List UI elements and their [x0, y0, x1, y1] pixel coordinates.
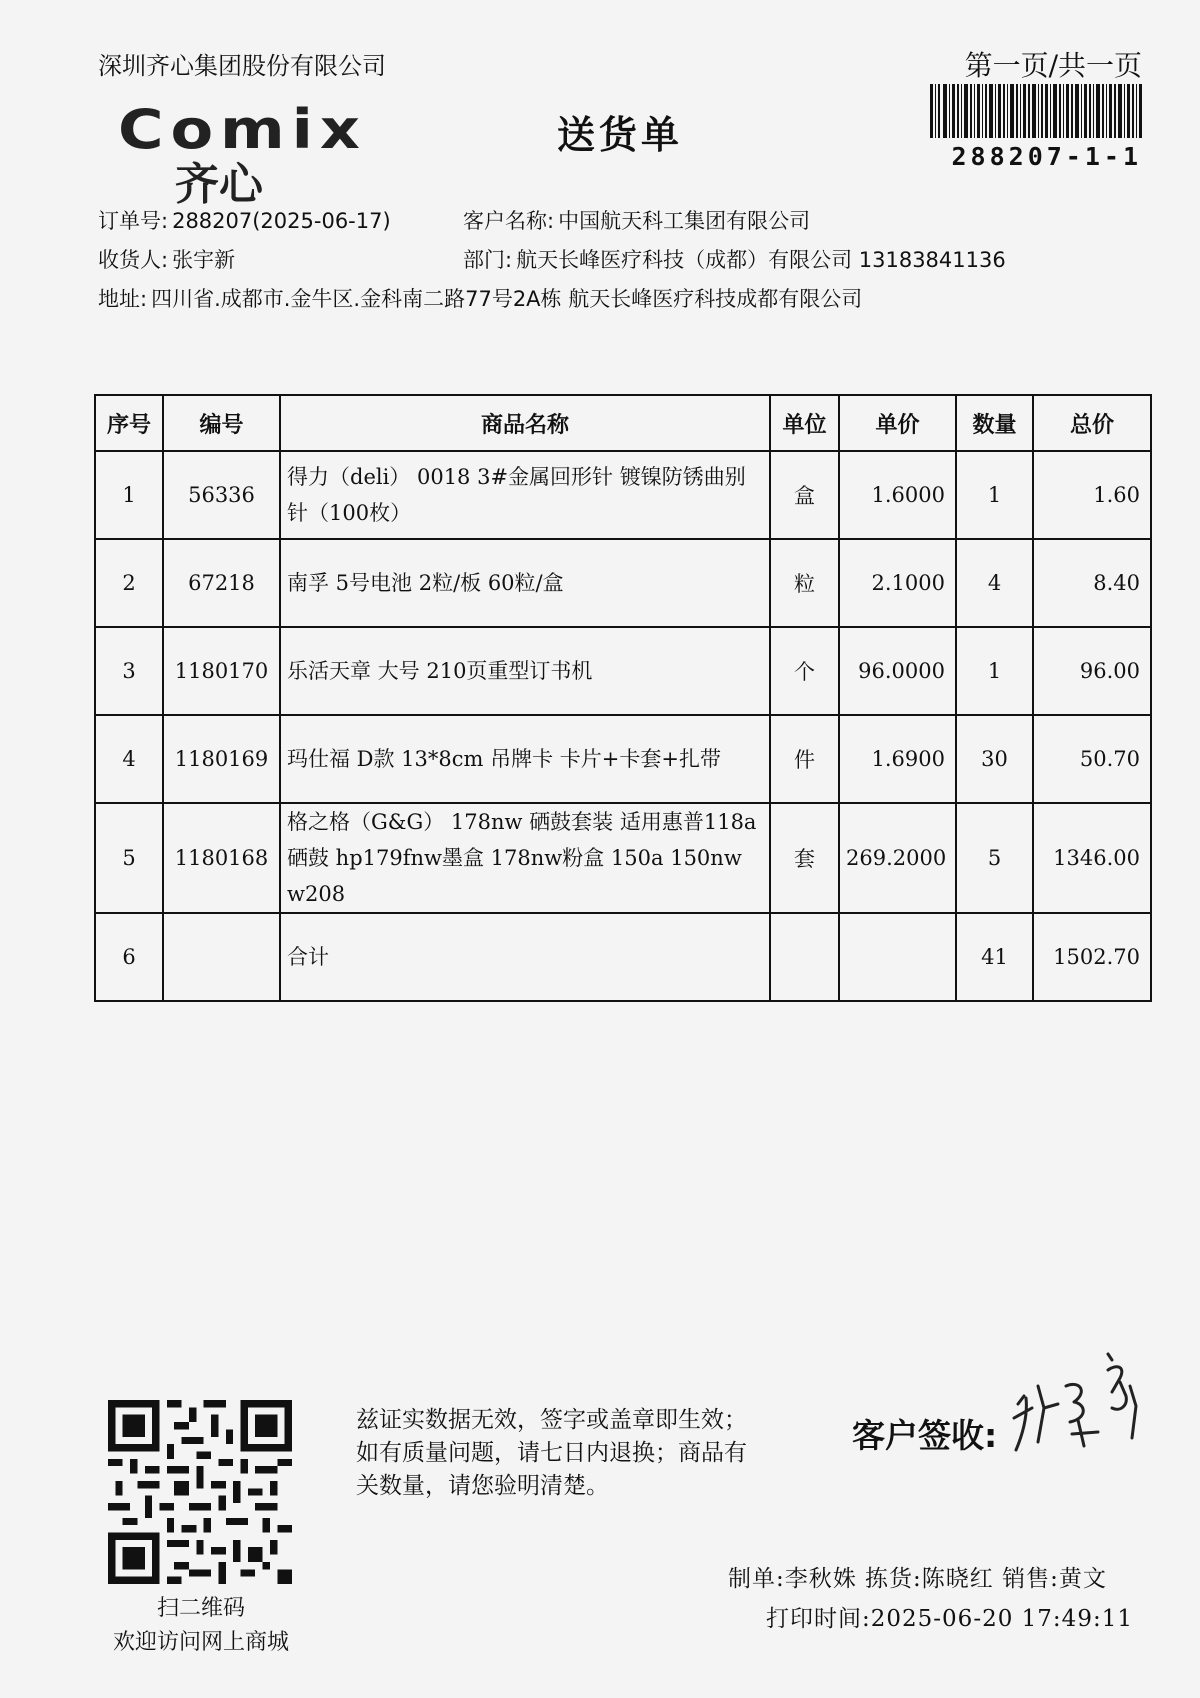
qr-code — [108, 1400, 292, 1584]
header-code: 编号 — [163, 395, 280, 451]
cell-code: 67218 — [163, 539, 280, 627]
cell-name: 得力（deli） 0018 3#金属回形针 镀镍防锈曲别针（100枚） — [280, 451, 770, 539]
table-row — [95, 627, 1151, 715]
customer-value: 中国航天科工集团有限公司 — [558, 209, 811, 233]
receiver — [98, 244, 235, 274]
header-total: 总价 — [1033, 395, 1151, 451]
qr-caption — [96, 1592, 306, 1660]
cell-total: 1346.00 — [1033, 803, 1151, 913]
header-qty: 数量 — [956, 395, 1033, 451]
cell-code: 1180169 — [163, 715, 280, 803]
cell-name: 格之格（G&G） 178nw 硒鼓套装 适用惠普118a硒鼓 hp179fnw墨盒 178nw粉盒 150a 150nw w208 — [280, 803, 770, 913]
cell-total: 8.40 — [1033, 539, 1151, 627]
cell-unit: 粒 — [770, 539, 839, 627]
order-number-value: 288207(2025-06-17) — [172, 209, 391, 233]
department — [463, 244, 1006, 274]
cell-seq: 6 — [95, 913, 163, 1001]
cell-seq: 2 — [95, 539, 163, 627]
cell-price: 1.6000 — [839, 451, 956, 539]
cell-qty: 4 — [956, 539, 1033, 627]
header-name: 商品名称 — [280, 395, 770, 451]
cell-seq: 3 — [95, 627, 163, 715]
handwritten-signature — [1008, 1346, 1158, 1466]
cell-name: 玛仕福 D款 13*8cm 吊牌卡 卡片+卡套+扎带 — [280, 715, 770, 803]
receiver-label: 收货人: — [98, 248, 169, 272]
cell-code — [163, 913, 280, 1001]
address — [98, 283, 862, 313]
customer-sign-label: 客户签收: — [852, 1416, 998, 1455]
cell-code: 56336 — [163, 451, 280, 539]
cell-price: 2.1000 — [839, 539, 956, 627]
cell-unit: 盒 — [770, 451, 839, 539]
cell-total: 50.70 — [1033, 715, 1151, 803]
customer-label: 客户名称: — [463, 209, 555, 233]
address-label: 地址: — [98, 287, 148, 311]
cell-unit: 个 — [770, 627, 839, 715]
logo-qixin: 齐心 — [175, 159, 263, 210]
cell-price — [839, 913, 956, 1001]
department-value: 航天长峰医疗科技（成都）有限公司 13183841136 — [516, 248, 1006, 272]
page-info: 第一页/共一页 — [964, 49, 1142, 82]
address-value: 四川省.成都市.金牛区.金科南二路77号2A栋 航天长峰医疗科技成都有限公司 — [151, 287, 863, 311]
staff-info: 制单:李秋姝 拣货:陈晓红 销售:黄文 — [728, 1566, 1107, 1592]
cell-name: 乐活天章 大号 210页重型订书机 — [280, 627, 770, 715]
cell-seq: 5 — [95, 803, 163, 913]
cell-price: 269.2000 — [839, 803, 956, 913]
cell-qty: 1 — [956, 627, 1033, 715]
document-title: 送货单 — [557, 113, 684, 157]
cell-total: 96.00 — [1033, 627, 1151, 715]
cell-qty: 1 — [956, 451, 1033, 539]
qr-caption-line-1: 扫二维码 — [156, 1596, 245, 1621]
header-seq: 序号 — [95, 395, 163, 451]
table-row — [95, 803, 1151, 913]
table-header-row — [95, 395, 1151, 451]
cell-unit: 套 — [770, 803, 839, 913]
cell-total: 1.60 — [1033, 451, 1151, 539]
cell-code: 1180168 — [163, 803, 280, 913]
cell-unit: 件 — [770, 715, 839, 803]
cell-qty: 41 — [956, 913, 1033, 1001]
company-name: 深圳齐心集团股份有限公司 — [98, 52, 386, 80]
cell-qty: 5 — [956, 803, 1033, 913]
logo-comix: Comix — [118, 98, 367, 161]
barcode — [930, 84, 1142, 138]
cell-name: 合计 — [280, 913, 770, 1001]
cell-seq: 1 — [95, 451, 163, 539]
cell-code: 1180170 — [163, 627, 280, 715]
items-table — [94, 394, 1152, 1002]
table-row — [95, 451, 1151, 539]
print-time: 打印时间:2025-06-20 17:49:11 — [766, 1606, 1133, 1632]
cell-name: 南孚 5号电池 2粒/板 60粒/盒 — [280, 539, 770, 627]
cell-seq: 4 — [95, 715, 163, 803]
department-label: 部门: — [463, 248, 513, 272]
header-price: 单价 — [839, 395, 956, 451]
barcode-number: 288207-1-1 — [951, 142, 1142, 171]
cell-price: 1.6900 — [839, 715, 956, 803]
header-unit: 单位 — [770, 395, 839, 451]
order-number-label: 订单号: — [98, 209, 169, 233]
order-number — [98, 205, 391, 235]
receiver-value: 张宇新 — [172, 248, 236, 272]
table-row — [95, 715, 1151, 803]
cell-price: 96.0000 — [839, 627, 956, 715]
customer-name — [463, 205, 810, 235]
table-row-summary — [95, 913, 1151, 1001]
table-row — [95, 539, 1151, 627]
cell-unit — [770, 913, 839, 1001]
cell-qty: 30 — [956, 715, 1033, 803]
notice-text: 兹证实数据无效，签字或盖章即生效；如有质量问题，请七日内退换；商品有关数量，请您验明清楚。 — [356, 1407, 747, 1499]
cell-total: 1502.70 — [1033, 913, 1151, 1001]
qr-caption-line-2: 欢迎访问网上商城 — [112, 1630, 289, 1655]
